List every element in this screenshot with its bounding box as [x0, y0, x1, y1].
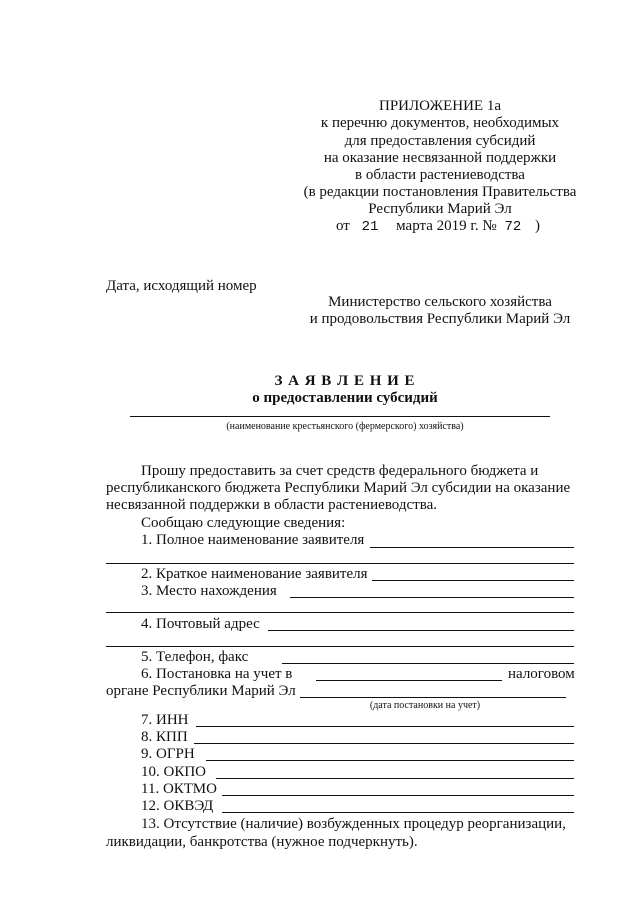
- appendix-line-3: на оказание несвязанной поддержки: [323, 150, 557, 166]
- date-close-paren: ): [535, 218, 541, 234]
- farm-name-line: [130, 416, 550, 417]
- recipient-line-1: Министерство сельского хозяйства: [328, 294, 552, 310]
- field-tax-authority-label: органе Республики Марий Эл: [106, 683, 296, 699]
- field-postal-address-label: 4. Почтовый адрес: [141, 616, 260, 632]
- appendix-line-4: в области растениеводства: [355, 167, 525, 183]
- field-full-name-line[interactable]: [370, 547, 574, 548]
- body-paragraph-line-1: Прошу предоставить за счет средств федерального бюджета и: [141, 463, 539, 479]
- field-procedures-line-2: ликвидации, банкротства (нужное подчеркнуть).: [106, 834, 418, 850]
- field-okved-label: 12. ОКВЭД: [141, 798, 214, 814]
- field-okpo-line[interactable]: [216, 778, 574, 779]
- field-tax-authority-line[interactable]: [300, 697, 566, 698]
- date-day: 21: [361, 219, 379, 235]
- field-short-name-label: 2. Краткое наименование заявителя: [141, 566, 368, 582]
- date-outgoing-number: Дата, исходящий номер: [106, 278, 257, 294]
- field-inn-label: 7. ИНН: [141, 712, 189, 728]
- appendix-date-line: [336, 218, 540, 236]
- body-paragraph-line-2: республиканского бюджета Республики Марий Эл субсидии на оказание: [106, 480, 571, 496]
- field-phone-fax-label: 5. Телефон, факс: [141, 649, 249, 665]
- field-tax-registration-caption: (дата постановки на учет): [369, 700, 481, 711]
- farm-name-caption: (наименование крестьянского (фермерского) хозяйства): [226, 421, 464, 432]
- date-month-year: марта 2019 г. №: [396, 218, 497, 234]
- field-tax-registration-line[interactable]: [316, 680, 502, 681]
- field-short-name-line[interactable]: [372, 580, 574, 581]
- recipient-line-2: и продовольствия Республики Марий Эл: [309, 311, 571, 327]
- appendix-line-6: Республики Марий Эл: [368, 201, 512, 217]
- field-ogrn-label: 9. ОГРН: [141, 746, 195, 762]
- field-oktmo-label: 11. ОКТМО: [141, 781, 217, 797]
- body-paragraph-line-3: несвязанной поддержки в области растениеводства.: [106, 497, 438, 513]
- field-phone-fax-line[interactable]: [282, 663, 574, 664]
- field-location-line[interactable]: [290, 597, 574, 598]
- field-okpo-label: 10. ОКПО: [141, 764, 207, 780]
- statement-subtitle: о предоставлении субсидий: [252, 390, 438, 406]
- field-postal-address-line[interactable]: [268, 630, 574, 631]
- appendix-line-5: (в редакции постановления Правительства: [303, 184, 577, 200]
- field-full-name-label: 1. Полное наименование заявителя: [141, 532, 365, 548]
- appendix-line-1: к перечню документов, необходимых: [320, 115, 560, 131]
- field-oktmo-line[interactable]: [222, 795, 574, 796]
- field-inn-line[interactable]: [196, 726, 574, 727]
- field-location-label: 3. Место нахождения: [141, 583, 277, 599]
- body-intro: Сообщаю следующие сведения:: [141, 515, 346, 531]
- appendix-line-2: для предоставления субсидий: [344, 133, 536, 149]
- field-ogrn-line[interactable]: [206, 760, 574, 761]
- field-postal-address-line-2[interactable]: [106, 646, 574, 647]
- field-procedures-line-1: 13. Отсутствие (наличие) возбужденных процедур реорганизации,: [141, 816, 566, 832]
- date-prefix: от: [336, 218, 350, 234]
- document-number: 72: [504, 219, 522, 235]
- field-okved-line[interactable]: [222, 812, 574, 813]
- field-tax-registration-label: 6. Постановка на учет в: [141, 666, 293, 682]
- field-kpp-label: 8. КПП: [141, 729, 188, 745]
- field-kpp-line[interactable]: [194, 743, 574, 744]
- field-tax-registration-suffix: налоговом: [508, 666, 575, 682]
- field-location-line-2[interactable]: [106, 612, 574, 613]
- field-full-name-line-2[interactable]: [106, 563, 574, 564]
- appendix-title: ПРИЛОЖЕНИЕ 1а: [379, 98, 501, 114]
- statement-title: З А Я В Л Е Н И Е: [274, 373, 416, 389]
